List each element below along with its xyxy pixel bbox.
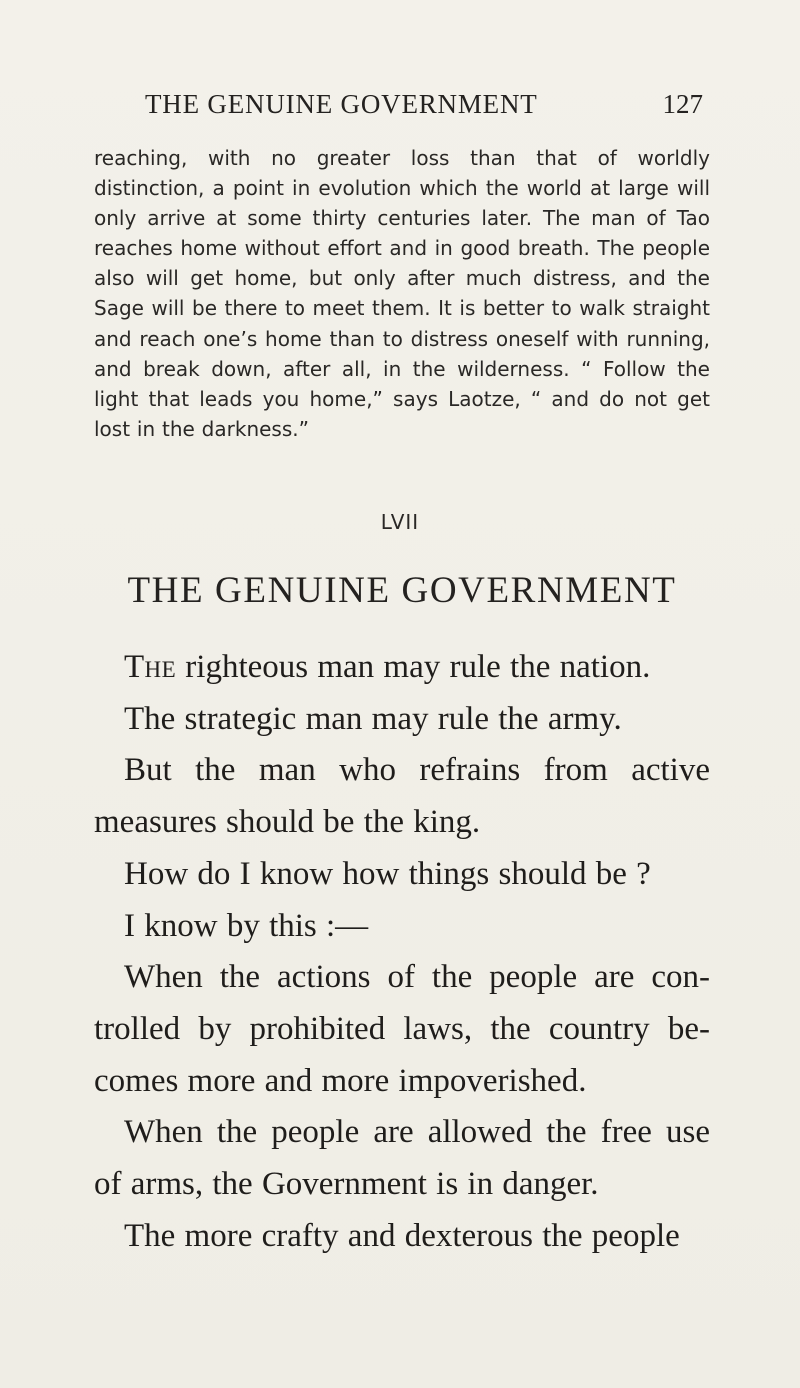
verse-1-lead: The <box>124 649 177 685</box>
verse-8: The more crafty and dexterous the people <box>124 1217 680 1254</box>
running-header <box>0 86 800 122</box>
page-number: 127 <box>662 89 703 119</box>
verse-1-text: righteous man may rule the nation. <box>176 649 651 685</box>
verse-6: When the actions of the people are con- trolled by prohibited laws, the country be- comes more and more impoverished. <box>94 959 710 1099</box>
running-title: THE GENUINE GOVERNMENT <box>145 89 538 119</box>
verse-7: When the people are allowed the free use of arms, the Government is in danger. <box>94 1114 710 1203</box>
verse-list <box>94 642 710 1262</box>
verse-3: But the man who refrains from active measures should be the king. <box>94 752 710 841</box>
verse-5: I know by this :— <box>124 907 369 944</box>
verse-4: How do I know how things should be ? <box>124 855 651 892</box>
verse-1 <box>94 642 710 694</box>
chapter-number: LVII <box>380 510 420 534</box>
verse-2: The strategic man may rule the army. <box>124 700 622 737</box>
prose-paragraph: reaching, with no greater loss than that of worldly distinction, a point in evolution which the world at large will only arrive at some thirty centuries later. The man of Tao reaches home without effort and in good breath. The people also will get home, but only after much distress, and the Sage will be there to meet them. It is better to walk straight and reach one’s home than to distress oneself with running, and break down, after all, in the wilderness. “ Follow the light that leads you home,” says Laotze, “ and do not get lost in the darkness.” <box>94 146 710 441</box>
chapter-title: THE GENUINE GOVERNMENT <box>127 570 677 611</box>
